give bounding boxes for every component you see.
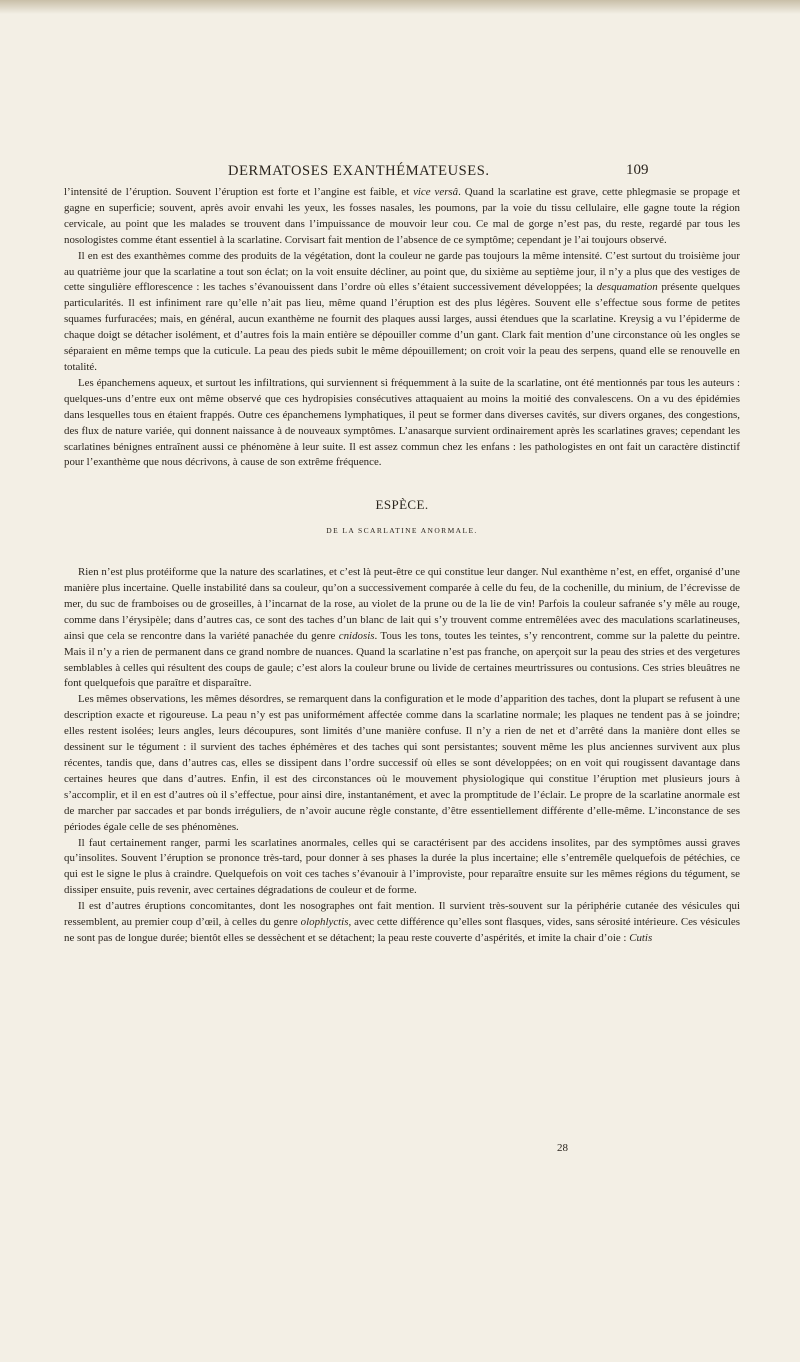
text-run: Les mêmes observations, les mêmes désordres, se remarquent dans la configuration et le mode d’apparition des taches, dont la plupart se refusent à une description exacte et rigoureuse. La peau n’y est pas uniformément affectée comme dans la scarlatine normale; les plaques ne tendent pas à se joindre; elles restent isolées; leurs angles, leurs découpures, sont limités d’une manière confuse. Il n’y a rien de net et d’arrêté dans la manière dont elles se dessinent sur le tégument : il survient des taches éphémères et des taches qui sont persistantes; souvent même les plus anciennes survivent aux plus récentes, tandis que, dans d’autres cas, elles se dissipent dans l’ordre successif où elles se sont développées; on en voit qui rougissent davantage dans certaines heures que dans d’autres. Enfin, il est des circonstances où le mouvement physiologique qui constitue l’éruption met plusieurs jours à s’accomplir, et il en est d’autres où il s’effectue, pour ainsi dire, instantanément, et avec la promptitude de l’éclair. Le propre de la scarlatine anormale est de marcher par saccades et par bonds irréguliers, de n’avoir aucune règle constante, d’être essentiellement différente d’elle-même. L’inconstance de ses périodes égale celle de ses phénomènes. bbox=[64, 693, 740, 833]
paragraph bbox=[64, 899, 740, 947]
paragraph bbox=[64, 565, 740, 692]
page-number: 109 bbox=[626, 162, 649, 178]
signature-mark: 28 bbox=[557, 1142, 568, 1154]
text-run: présente quelques particularités. Il est infiniment rare qu’elle n’ait pas lieu, même quand l’éruption est des plus légères. Souvent elle s’effectue sous forme de petites squames furfuracées; mais, en général, aucun exanthème ne fournit des plaques aussi larges, aussi étendues que la scarlatine. Kreysig a vu l’épiderme de chaque doigt se détacher isolément, et d’autres fois la main entière se dépouiller comme d’un gant. Clark fait mention d’une circonstance où les ongles se séparaient en même temps que la cuticule. La peau des pieds subit le même dépouillement; on croit voir la peau des serpens, quand elle se renouvelle en totalité. bbox=[64, 281, 740, 373]
italic-run: vice versâ bbox=[413, 186, 459, 198]
text-run: Il est d’autres éruptions concomitantes, dont les nosographes ont fait mention. Il survient très-souvent sur la périphérie cutanée des vésicules qui ressemblent, au premier coup d’œil, à celles du genre bbox=[64, 900, 740, 929]
italic-run: olophlyctis bbox=[300, 916, 349, 929]
text-run: Les épanchemens aqueux, et surtout les infiltrations, qui surviennent si fréquemment à la suite de la scarlatine, ont été mentionnés par tous les auteurs : quelques-uns d’entre eux ont même observé que ces hydropisies consécutives attaquaient au moins la moitié des convalescens. On a vu des épidémies dans lesquelles tous en étaient frappés. Outre ces épanchemens lymphatiques, il peut se former dans diverses cavités, sur divers organes, des congestions, des flux de nature variée, qui donnent naissance à de nouveaux symptômes. L’anasarque survient ordinairement après les scarlatines graves; cependant les scarlatines bénignes entraînent aussi ce phénomène à leur suite. Il est assez commun chez les enfans : les pathologistes en ont fait un caractère distinctif pour l’exanthème que nous décrivons, à cause de son extrême fréquence. bbox=[64, 376, 740, 469]
paragraph bbox=[64, 692, 740, 835]
text-block bbox=[64, 185, 740, 947]
section-subtitle: DE LA SCARLATINE ANORMALE. bbox=[326, 526, 478, 536]
text-run: l’intensité de l’éruption. Souvent l’éruption est forte et l’angine est faible, et bbox=[64, 186, 414, 198]
section-title: ESPÈCE. bbox=[375, 497, 429, 513]
paragraph bbox=[64, 836, 740, 900]
paragraph bbox=[64, 249, 740, 376]
paragraph bbox=[64, 376, 740, 471]
page-top-edge bbox=[0, 0, 800, 14]
text-run: . Quand la scarlatine est grave, cette phlegmasie se propage et gagne en superficie; souvent, après avoir envahi les yeux, les fosses nasales, les poumons, par la voie du tissu cellulaire, elle gagne toute la région cervicale, au point que les malades se trouvent dans l’impuissance de mouvoir leur cou. Ce mal de gorge n’est pas, du reste, regardé par tous les nosologistes comme étant essentiel à la scarlatine. Corvisart fait mention de l’absence de ce symptôme; cependant je l’ai toujours observé. bbox=[64, 186, 741, 246]
text-run: , avec cette différence qu’elles sont flasques, vides, sans sérosité intérieure. Ces vésicules ne sont pas de longue durée; bientôt elles se dessèchent et se détachent; la peau reste couverte d’aspérités, et imite la chair d’oie : bbox=[64, 916, 740, 944]
italic-run: Cutis bbox=[629, 931, 653, 944]
text-run: . Tous les tons, toutes les teintes, s’y rencontrent, comme sur la palette du peintre. Mais il n’y a rien de permanent dans ce grand nombre de nuances. Quand la scarlatine n’est pas franche, on aperçoit sur la peau des stries et des vergetures semblables à celles qui résultent des coups de gaule; c’est alors la couleur brune ou livide de certaines meurtrissures ou contusions. Ces stries bleuâtres ne font quelquefois que paraître et disparaître. bbox=[64, 629, 740, 690]
running-title: DERMATOSES EXANTHÉMATEUSES. bbox=[228, 163, 490, 179]
paragraph bbox=[64, 185, 740, 249]
text-run: Il en est des exanthèmes comme des produits de la végétation, dont la couleur ne garde pas toujours la même intensité. C’est surtout du troisième jour au quatrième jour que la scarlatine a tout son éclat; on la voit ensuite décliner, au point que, du sixième au septième jour, il n’y a plus que des vestiges de cette singulière efflorescence : les taches s’évanouissent dans l’ordre où elles s’étaient successivement développées; la bbox=[64, 249, 740, 294]
italic-run: cnidosis bbox=[338, 629, 375, 642]
text-run: Rien n’est plus protéiforme que la nature des scarlatines, et c’est là peut-être ce qui constitue leur danger. Nul exanthème n’est, en effet, organisé d’une manière plus incertaine. Quelle instabilité dans sa couleur, qu’on a successivement comparée à celle du feu, de la cochenille, du minium, de l’écrevisse de mer, du suc de framboises ou de groseilles, à l’incarnat de la rose, au violet de la prune ou de la lie de vin! Parfois la couleur safranée s’y mêle au rouge, comme dans l’érysipèle; dans d’autres cas, ce sont des taches d’un blanc de lait qui s’y trouvent comme entremêlées avec des maculations scarlatineuses, ainsi que cela se rencontre dans la variété panachée du genre bbox=[64, 566, 740, 642]
italic-run: desquamation bbox=[596, 281, 658, 294]
text-run: Il faut certainement ranger, parmi les scarlatines anormales, celles qui se caractérisent par des accidens insolites, par des symptômes aussi graves qu’insolites. Souvent l’éruption se prononce très-tard, pour donner à ses phases la durée la plus incertaine; elle s’entremêle quelquefois de pétéchies, ce qui est le signe le plus à craindre. Quelquefois on voit ces taches s’évanouir à l’improviste, pour reparaître ensuite sur les mêmes régions du tégument, se dissiper ensuite, puis revenir, avec certaines dégradations de couleur et de forme. bbox=[64, 836, 740, 897]
